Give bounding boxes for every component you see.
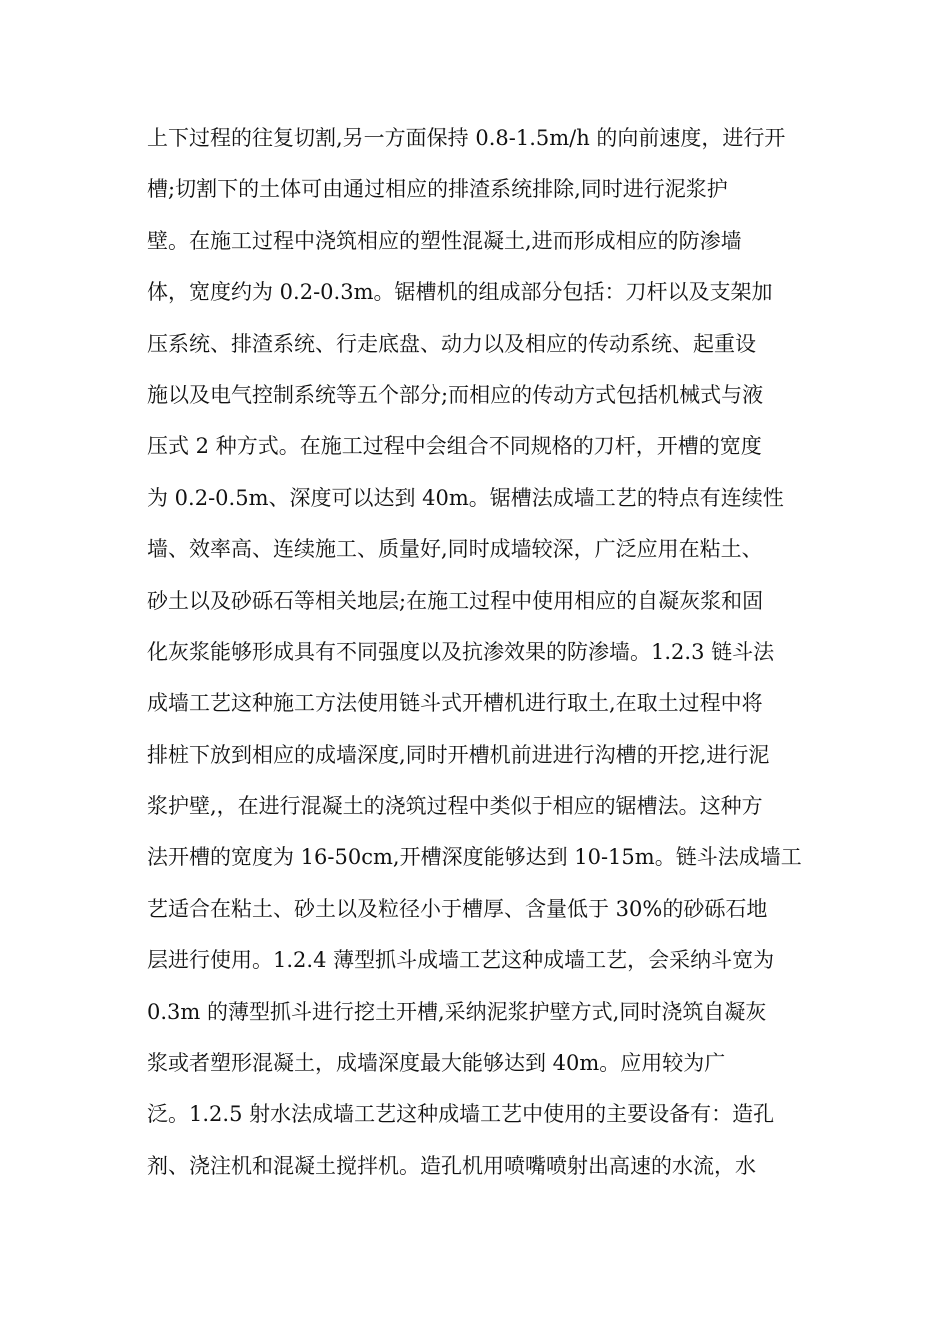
text-line: 浆或者塑形混凝土，成墙深度最大能够达到 40m。应用较为广 (147, 1051, 726, 1076)
body-text (147, 118, 827, 1197)
text-line: 艺适合在粘土、砂土以及粒径小于槽厚、含量低于 30%的砂砾石地 (147, 896, 768, 921)
text-line: 槽;切割下的土体可由通过相应的排渣系统排除,同时进行泥浆护 (147, 177, 728, 202)
text-line: 压式 2 种方式。在施工过程中会组合不同规格的刀杆，开槽的宽度 (147, 434, 762, 459)
text-line: 砂土以及砂砾石等相关地层;在施工过程中使用相应的自凝灰浆和固 (147, 588, 764, 613)
text-line: 壁。在施工过程中浇筑相应的塑性混凝土,进而形成相应的防渗墙 (147, 228, 742, 253)
text-line: 压系统、排渣系统、行走底盘、动力以及相应的传动系统、起重设 (147, 331, 756, 356)
text-line: 浆护壁,，在进行混凝土的浇筑过程中类似于相应的锯槽法。这种方 (147, 794, 763, 819)
text-line: 剂、浇注机和混凝土搅拌机。造孔机用喷嘴喷射出高速的水流，水 (147, 1153, 756, 1178)
text-line: 上下过程的往复切割,另一方面保持 0.8-1.5m/h 的向前速度，进行开 (147, 126, 786, 150)
text-line: 排桩下放到相应的成墙深度,同时开槽机前进进行沟槽的开挖,进行泥 (147, 742, 770, 767)
text-line: 法开槽的宽度为 16-50cm,开槽深度能够达到 10-15m。链斗法成墙工 (147, 845, 802, 870)
text-line: 化灰浆能够形成具有不同强度以及抗渗效果的防渗墙。1.2.3 链斗法 (147, 639, 775, 664)
text-line: 成墙工艺这种施工方法使用链斗式开槽机进行取土,在取土过程中将 (147, 691, 763, 716)
text-line: 体，宽度约为 0.2-0.3m。锯槽机的组成部分包括：刀杆以及支架加 (147, 280, 773, 305)
text-line: 为 0.2-0.5m、深度可以达到 40m。锯槽法成墙工艺的特点有连续性 (147, 485, 784, 510)
text-line: 0.3m 的薄型抓斗进行挖土开槽,采纳泥浆护壁方式,同时浇筑自凝灰 (147, 999, 767, 1024)
text-line: 层进行使用。1.2.4 薄型抓斗成墙工艺这种成墙工艺，会采纳斗宽为 (147, 948, 775, 973)
text-line: 泛。1.2.5 射水法成墙工艺这种成墙工艺中使用的主要设备有：造孔 (147, 1102, 775, 1127)
text-line: 墙、效率高、连续施工、质量好,同时成墙较深，广泛应用在粘土、 (147, 537, 763, 562)
text-line: 施以及电气控制系统等五个部分;而相应的传动方式包括机械式与液 (147, 382, 764, 407)
